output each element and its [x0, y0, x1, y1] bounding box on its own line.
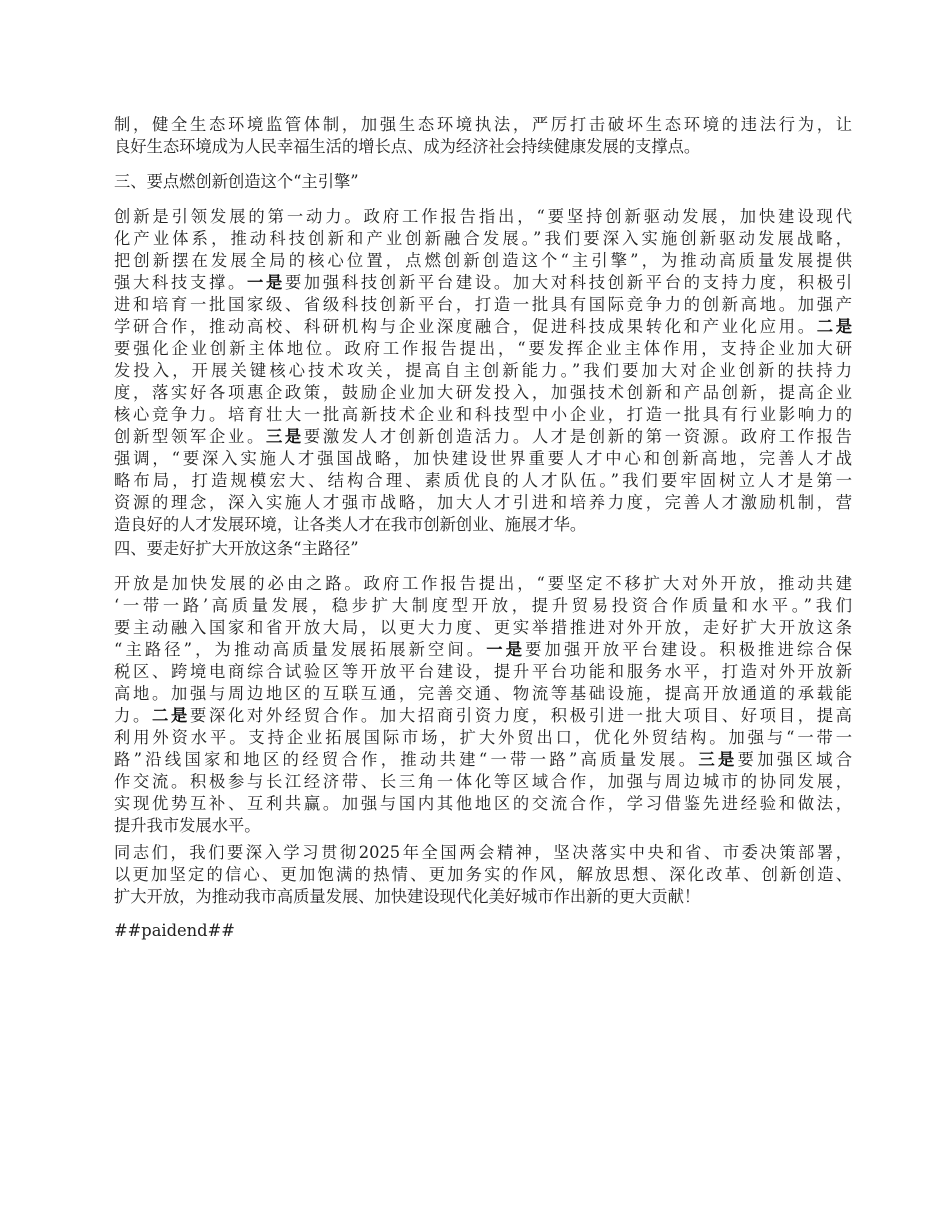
- point-marker: 一是: [246, 273, 285, 292]
- paragraph-line: 要主动融入国家和省开放大局，以更大力度、更实举措推进对外开放，走好扩大开放这条: [114, 618, 852, 637]
- section-4-paragraph: [114, 573, 852, 837]
- intro-paragraph: [114, 114, 852, 158]
- point-marker: 二是: [151, 706, 190, 725]
- end-marker: [114, 920, 852, 942]
- point-marker: 一是: [486, 640, 526, 659]
- paragraph-line: 制，健全生态环境监管体制，加强生态环境执法，严厉打击破坏生态环境的违法行为，让: [114, 115, 852, 134]
- paragraph-line: 同志们，我们要深入学习贯彻2025年全国两会精神，坚决落实中央和省、市委决策部署，: [114, 843, 852, 862]
- paragraph-text: 要加强科技创新平台建设。加大对科技创新平台的支持力度，积极引: [284, 273, 852, 292]
- paragraph-line: 略布局，打造规模宏大、结构合理、素质优良的人才队伍。”我们要牢固树立人才是第一: [114, 471, 852, 490]
- paragraph-text: 力。: [114, 706, 152, 725]
- paragraph-line: 强调，“要深入实施人才强国战略，加快建设世界重要人才中心和创新高地，完善人才战: [114, 449, 852, 468]
- paragraph-line: [114, 316, 852, 338]
- point-marker: 二是: [816, 317, 852, 336]
- section-heading: [114, 171, 852, 193]
- paragraph-line: [114, 272, 852, 294]
- point-marker: 三是: [698, 750, 738, 769]
- closing-paragraph: [114, 842, 852, 908]
- paragraph-text: 学研合作，推动高校、科研机构与企业深度融合，促进科技成果转化和产业化应用。: [114, 317, 817, 336]
- paragraph-text: 要加强开放平台建设。积极推进综合保: [525, 640, 852, 659]
- paragraph-text: “主路径”，为推动高质量发展拓展新空间。: [114, 640, 487, 659]
- paragraph-line: 度，落实好各项惠企政策，鼓励企业加大研发投入，加强技术创新和产品创新，提高企业: [114, 383, 852, 402]
- paragraph-line: ‘一带一路’高质量发展，稳步扩大制度型开放，提升贸易投资合作质量和水平。”我们: [114, 596, 852, 615]
- paragraph-line: [114, 639, 852, 661]
- paragraph-text: 要加强区域合: [737, 750, 852, 769]
- paragraph-line: 核心竞争力。培育壮大一批高新技术企业和科技型中小企业，打造一批具有行业影响力的: [114, 405, 852, 424]
- paragraph-line: [114, 426, 852, 448]
- paragraph-line: 扩大开放，为推动我市高质量发展、加快建设现代化美好城市作出新的更大贡献！: [114, 887, 701, 906]
- paragraph-line: 实现优势互补、互利共赢。加强与国内其他地区的交流合作，学习借鉴先进经验和做法，: [114, 794, 852, 813]
- paragraph-line: 化产业体系，推动科技创新和产业创新融合发展。”我们要深入实施创新驱动发展战略，: [114, 229, 852, 248]
- paragraph-line: 把创新摆在发展全局的核心位置，点燃创新创造这个“主引擎”，为推动高质量发展提供: [114, 251, 852, 270]
- paragraph-line: 开放是加快发展的必由之路。政府工作报告提出，“要坚定不移扩大对外开放，推动共建: [114, 574, 852, 593]
- paragraph-line: 要强化企业创新主体地位。政府工作报告提出，“要发挥企业主体作用，支持企业加大研: [114, 339, 852, 358]
- section-heading: [114, 538, 852, 560]
- paragraph-line: 以更加坚定的信心、更加饱满的热情、更加务实的作风，解放思想、深化改革、创新创造、: [114, 865, 852, 884]
- paragraph-text: 创新型领军企业。: [114, 427, 266, 446]
- paragraph-line: 作交流。积极参与长江经济带、长三角一体化等区域合作，加强与周边城市的协同发展，: [114, 772, 852, 791]
- paragraph-line: 创新是引领发展的第一动力。政府工作报告指出，“要坚持创新驱动发展，加快建设现代: [114, 207, 852, 226]
- paragraph-line: [114, 749, 852, 771]
- section-3-heading: 三、要点燃创新创造这个“主引擎”: [114, 172, 359, 191]
- paragraph-text: 路”沿线国家和地区的经贸合作，推动共建“一带一路”高质量发展。: [114, 750, 699, 769]
- paragraph-text: 要深化对外经贸合作。加大招商引资力度，积极引进一批大项目、好项目，提高: [189, 706, 852, 725]
- paragraph-line: 造良好的人才发展环境，让各类人才在我市创新创业、施展才华。: [114, 515, 587, 534]
- paragraph-line: 提升我市发展水平。: [114, 816, 261, 835]
- end-marker-text: ##paidend##: [114, 921, 235, 940]
- paragraph-line: 利用外资水平。支持企业拓展国际市场，扩大外贸出口，优化外贸结构。加强与“一带一: [114, 728, 852, 747]
- paragraph-line: 税区、跨境电商综合试验区等开放平台建设，提升平台功能和服务水平，打造对外开放新: [114, 662, 852, 681]
- paragraph-line: [114, 705, 852, 727]
- paragraph-text: 要激发人才创新创造活力。人才是创新的第一资源。政府工作报告: [303, 427, 852, 446]
- paragraph-line: 进和培育一批国家级、省级科技创新平台，打造一批具有国际竞争力的创新高地。加强产: [114, 295, 852, 314]
- paragraph-line: 良好生态环境成为人民幸福生活的增长点、成为经济社会持续健康发展的支撑点。: [114, 137, 701, 156]
- paragraph-text: 强大科技支撑。: [114, 273, 247, 292]
- paragraph-line: 资源的理念，深入实施人才强市战略，加大人才引进和培养力度，完善人才激励机制，营: [114, 493, 852, 512]
- point-marker: 三是: [265, 427, 304, 446]
- paragraph-line: 发投入，开展关键核心技术攻关，提高自主创新能力。”我们要加大对企业创新的扶持力: [114, 361, 852, 380]
- section-4-heading: 四、要走好扩大开放这条“主路径”: [114, 539, 359, 558]
- paragraph-line: 高地。加强与周边地区的互联互通，完善交通、物流等基础设施，提高开放通道的承载能: [114, 684, 852, 703]
- section-3-paragraph: [114, 206, 852, 536]
